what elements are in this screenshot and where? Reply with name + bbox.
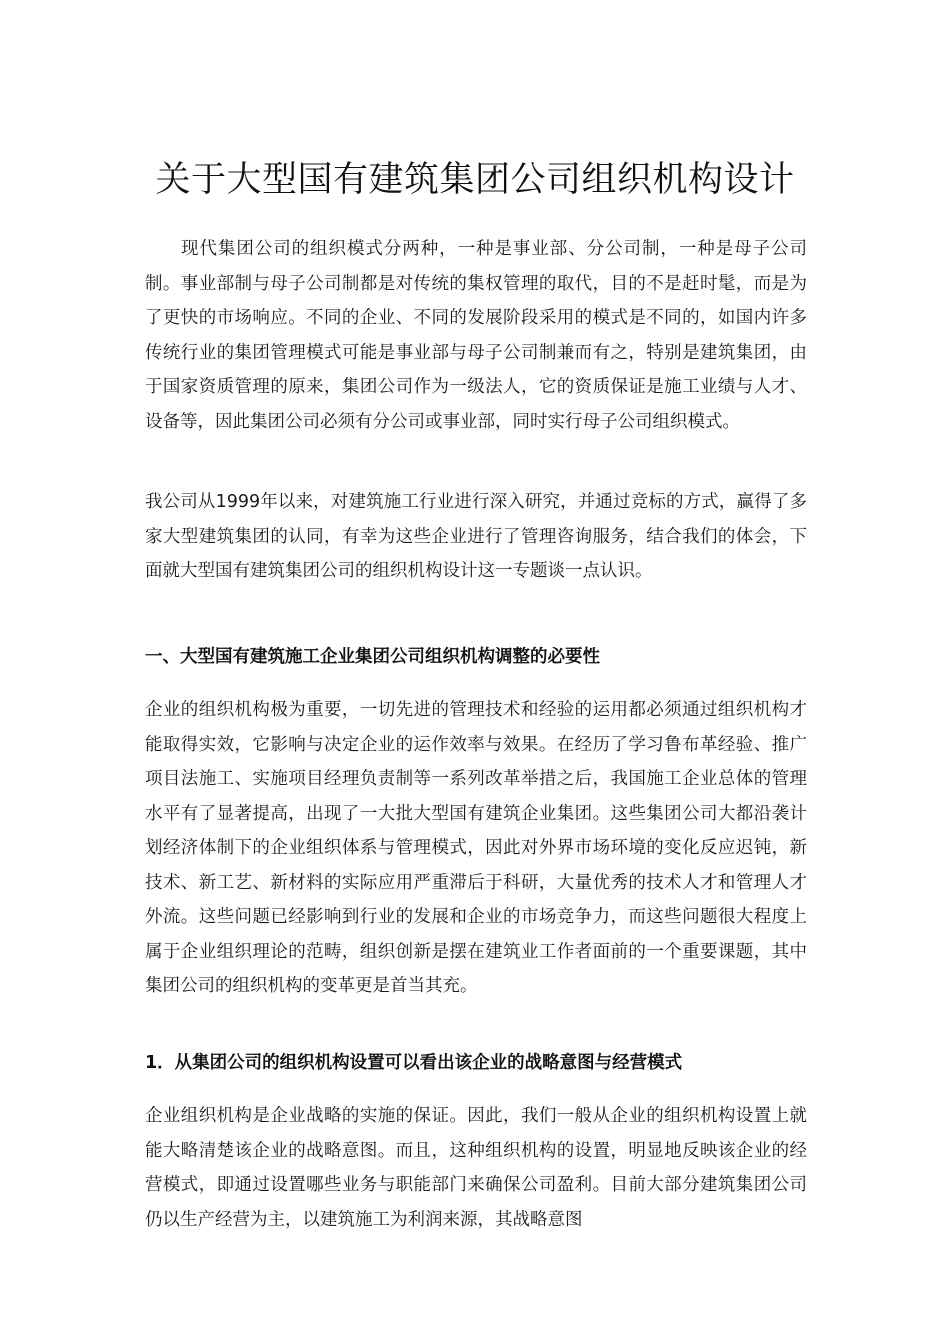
subsection-heading-1: 1．从集团公司的组织机构设置可以看出该企业的战略意图与经营模式 [145,1053,683,1073]
section-heading-1: 一、大型国有建筑施工企业集团公司组织机构调整的必要性 [145,647,600,667]
paragraph-necessity: 企业的组织机构极为重要，一切先进的管理技术和经验的运用都必须通过组织机构才能取得实效，它影响与决定企业的运作效率与效果。在经历了学习鲁布革经验、推广项目法施工、实施项目经理负责制等一系列改革举措之后，我国施工企业总体的管理水平有了显著提高，出现了一大批大型国有建筑企业集团。这些集团公司大都沿袭计划经济体制下的企业组织体系与管理模式，因此对外界市场环境的变化反应迟钝，新技术、新工艺、新材料的实际应用严重滞后于科研，大量优秀的技术人才和管理人才外流。这些问题已经影响到行业的发展和企业的市场竞争力，而这些问题很大程度上属于企业组织理论的范畴，组织创新是摆在建筑业工作者面前的一个重要课题，其中集团公司的组织机构的变革更是首当其充。 [145,700,807,996]
paragraph-intro: 现代集团公司的组织模式分两种，一种是事业部、分公司制，一种是母子公司制。事业部制与母子公司制都是对传统的集权管理的取代，目的不是赶时髦，而是为了更快的市场响应。不同的企业、不同的发展阶段采用的模式是不同的，如国内许多传统行业的集团管理模式可能是事业部与母子公司制兼而有之，特别是建筑集团，由于国家资质管理的原来，集团公司作为一级法人，它的资质保证是施工业绩与人才、设备等，因此集团公司必须有分公司或事业部，同时实行母子公司组织模式。 [145,239,807,432]
paragraph-strategy: 企业组织机构是企业战略的实施的保证。因此，我们一般从企业的组织机构设置上就能大略清楚该企业的战略意图。而且，这种组织机构的设置，明显地反映该企业的经营模式，即通过设置哪些业务与职能部门来确保公司盈利。目前大部分建筑集团公司仍以生产经营为主，以建筑施工为利润来源，其战略意图 [145,1106,807,1230]
document-title: 关于大型国有建筑集团公司组织机构设计 [155,160,795,200]
paragraph-company-background: 我公司从1999年以来，对建筑施工行业进行深入研究，并通过竞标的方式，赢得了多家大型建筑集团的认同，有幸为这些企业进行了管理咨询服务，结合我们的体会，下面就大型国有建筑集团公司的组织机构设计这一专题谈一点认识。 [145,492,807,581]
